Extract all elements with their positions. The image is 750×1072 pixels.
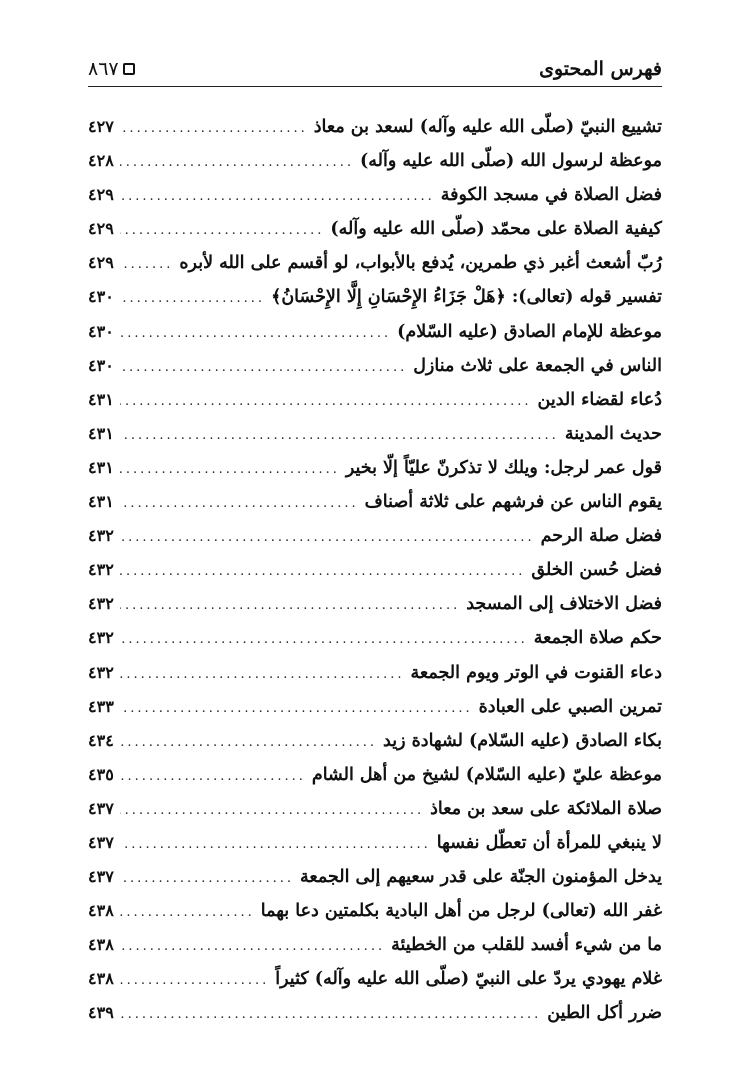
table-of-contents <box>88 117 662 1038</box>
toc-entry-title: الناس في الجمعة على ثلاث منازل <box>413 355 662 376</box>
toc-entry <box>88 799 662 833</box>
toc-entry-page: ٤٣٩ <box>88 1003 114 1023</box>
toc-entry-title: فضل صلة الرحم <box>540 526 662 547</box>
toc-entry-page: ٤٣٨ <box>88 969 114 989</box>
toc-entry-page: ٤٣٧ <box>88 832 114 852</box>
toc-entry-title: حديث المدينة <box>564 423 662 444</box>
dot-leader <box>120 257 174 272</box>
header-title: فهرس المحتوى <box>539 58 662 80</box>
toc-entry-page: ٤٣١ <box>88 457 114 477</box>
toc-entry-title: فضل الاختلاف إلى المسجد <box>466 594 662 615</box>
toc-entry <box>88 390 662 424</box>
toc-entry-page: ٤٣١ <box>88 423 114 443</box>
toc-entry-page: ٤٣٠ <box>88 321 114 341</box>
dot-leader <box>120 871 294 886</box>
toc-entry-page: ٤٣٢ <box>88 560 114 580</box>
toc-entry-page: ٤٣٢ <box>88 628 114 648</box>
toc-entry <box>88 1003 662 1037</box>
toc-entry-page: ٤٣٨ <box>88 901 114 921</box>
toc-entry-title: موعظة لرسول الله (صلّى الله عليه وآله) <box>359 151 662 172</box>
dot-leader <box>120 496 359 511</box>
dot-leader <box>120 769 306 784</box>
toc-entry <box>88 185 662 219</box>
toc-entry-page: ٤٣٥ <box>88 764 114 784</box>
toc-entry-page: ٤٣٧ <box>88 798 114 818</box>
toc-entry-page: ٤٢٨ <box>88 151 114 171</box>
toc-entry <box>88 151 662 185</box>
toc-entry-title: موعظة للإمام الصادق (عليه السّلام) <box>397 321 662 342</box>
toc-entry-page: ٤٣١ <box>88 389 114 409</box>
toc-entry-page: ٤٢٩ <box>88 253 114 273</box>
toc-entry-page: ٤٣٤ <box>88 730 114 750</box>
toc-entry <box>88 628 662 662</box>
toc-entry-title: تفسير قوله (تعالى): ﴿هَلْ جَزَاءُ الإِحْسَانِ إِلَّا الإِحْسَانُ﴾ <box>271 287 662 308</box>
toc-entry-title: حكم صلاة الجمعة <box>533 628 662 649</box>
toc-entry <box>88 697 662 731</box>
toc-entry <box>88 663 662 697</box>
square-bullet-icon <box>123 63 135 75</box>
toc-entry-page: ٤٣٧ <box>88 867 114 887</box>
toc-entry-title: دعاء القنوت في الوتر ويوم الجمعة <box>410 662 662 683</box>
dot-leader <box>120 291 265 306</box>
dot-leader <box>120 462 340 477</box>
toc-entry <box>88 833 662 867</box>
toc-entry <box>88 731 662 765</box>
toc-entry <box>88 492 662 526</box>
toc-entry-page: ٤٣٢ <box>88 662 114 682</box>
toc-entry <box>88 594 662 628</box>
toc-entry-title: موعظة عليّ (عليه السّلام) لشيخ من أهل الشام <box>311 764 662 785</box>
dot-leader <box>120 803 424 818</box>
header-page-number <box>88 58 135 80</box>
toc-entry <box>88 253 662 287</box>
toc-entry-page: ٤٢٩ <box>88 185 114 205</box>
toc-entry <box>88 219 662 253</box>
dot-leader <box>120 428 559 443</box>
toc-entry-page: ٤٣٢ <box>88 526 114 546</box>
toc-entry <box>88 424 662 458</box>
toc-entry-title: دُعاء لقضاء الدين <box>537 389 662 410</box>
dot-leader <box>120 564 526 579</box>
toc-entry <box>88 526 662 560</box>
dot-leader <box>120 701 473 716</box>
toc-entry <box>88 765 662 799</box>
toc-entry-title: قول عمر لرجل: ويلك لا تذكرنّ عليّاً إلّا بخير <box>345 457 662 478</box>
dot-leader <box>120 326 391 341</box>
toc-entry-page: ٤٣٠ <box>88 355 114 375</box>
toc-entry-title: تشييع النبيّ (صلّى الله عليه وآله) لسعد بن معاذ <box>313 117 662 137</box>
dot-leader <box>120 632 528 647</box>
toc-entry <box>88 458 662 492</box>
dot-leader <box>120 667 405 682</box>
toc-entry <box>88 356 662 390</box>
toc-entry-title: فضل الصلاة في مسجد الكوفة <box>440 185 662 206</box>
dot-leader <box>120 223 325 238</box>
dot-leader <box>120 360 407 375</box>
toc-entry-title: يدخل المؤمنون الجنّة على قدر سعيهم إلى الجمعة <box>300 867 662 888</box>
toc-entry-page: ٤٣٨ <box>88 935 114 955</box>
toc-entry-title: ما من شيء أفسد للقلب من الخطيئة <box>391 935 662 956</box>
toc-entry <box>88 867 662 901</box>
dot-leader <box>120 121 308 136</box>
toc-entry-title: ضرر أكل الطين <box>547 1003 662 1024</box>
toc-entry <box>88 560 662 594</box>
dot-leader <box>120 155 354 170</box>
toc-entry-page: ٤٣٠ <box>88 287 114 307</box>
dot-leader <box>120 837 431 852</box>
dot-leader <box>120 598 460 613</box>
dot-leader <box>120 735 377 750</box>
toc-entry-page: ٤٢٩ <box>88 219 114 239</box>
toc-entry-title: غفر الله (تعالى) لرجل من أهل البادية بكلمتين دعا بهما <box>260 901 662 922</box>
page-number: ٨٦٧ <box>88 58 119 80</box>
toc-entry-page: ٤٣٢ <box>88 594 114 614</box>
dot-leader <box>120 973 270 988</box>
toc-entry-title: كيفية الصلاة على محمّد (صلّى الله عليه وآله) <box>330 219 662 240</box>
dot-leader <box>120 939 385 954</box>
toc-entry <box>88 969 662 1003</box>
toc-entry-title: فضل حُسن الخلق <box>531 560 662 581</box>
toc-entry <box>88 322 662 356</box>
toc-entry <box>88 117 662 151</box>
toc-entry-page: ٤٣١ <box>88 492 114 512</box>
toc-entry <box>88 287 662 321</box>
dot-leader <box>120 905 255 920</box>
toc-entry-title: لا ينبغي للمرأة أن تعطّل نفسها <box>436 832 662 853</box>
toc-entry-title: بكاء الصادق (عليه السّلام) لشهادة زيد <box>383 730 662 751</box>
dot-leader <box>120 394 532 409</box>
toc-entry-title: غلام يهودي يردّ على النبيّ (صلّى الله عليه وآله) كثيراً <box>275 969 662 990</box>
dot-leader <box>120 1007 541 1022</box>
toc-entry-title: تمرين الصبي على العبادة <box>478 696 662 717</box>
toc-entry-page: ٤٢٧ <box>88 117 114 136</box>
toc-entry-title: يقوم الناس عن فرشهم على ثلاثة أصناف <box>364 492 662 513</box>
dot-leader <box>120 530 535 545</box>
toc-entry-title: صلاة الملائكة على سعد بن معاذ <box>430 798 662 819</box>
toc-entry-page: ٤٣٣ <box>88 696 114 716</box>
toc-entry-title: رُبّ أشعث أغبر ذي طمرين، يُدفع بالأبواب، لو أقسم على الله لأبره <box>179 253 662 274</box>
page-header <box>88 52 662 87</box>
toc-entry <box>88 935 662 969</box>
toc-entry <box>88 901 662 935</box>
dot-leader <box>120 189 435 204</box>
